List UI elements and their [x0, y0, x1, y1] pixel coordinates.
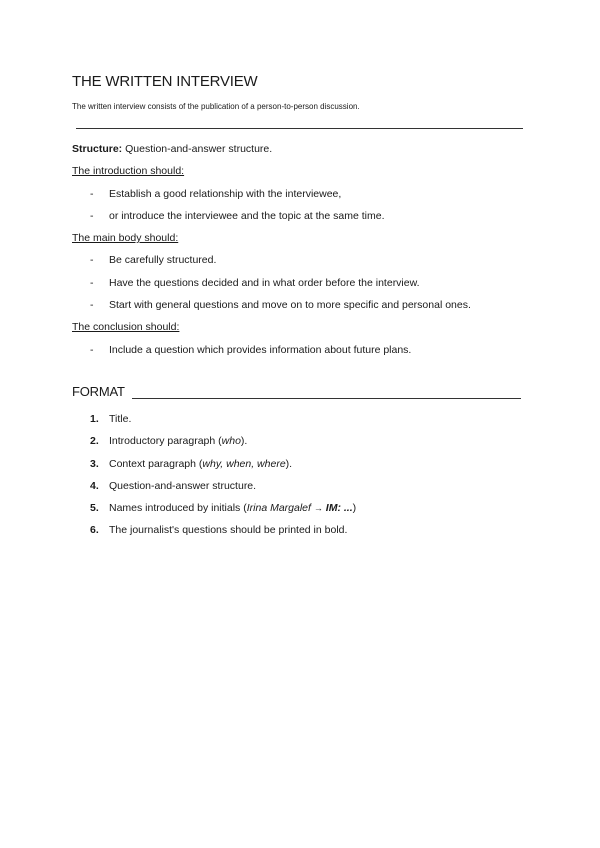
bullet-text: Have the questions decided and in what order before the interview. — [109, 276, 420, 289]
bullet-item — [72, 276, 542, 298]
bullet-text: Establish a good relationship with the interviewee, — [109, 187, 342, 200]
bullet-text: Include a question which provides information about future plans. — [109, 343, 412, 356]
arrow-icon: → — [313, 503, 323, 514]
bullet-item — [72, 253, 542, 275]
format-divider-line — [132, 398, 521, 399]
format-item-italic: who — [221, 435, 241, 448]
page-title: THE WRITTEN INTERVIEW — [72, 73, 258, 90]
format-item-text-after: ). — [285, 457, 293, 470]
format-item-text-after: ) — [352, 502, 357, 515]
format-item-text: Title. — [109, 413, 132, 425]
bullet-dash: - — [90, 343, 94, 356]
format-item-number: 5. — [90, 502, 99, 515]
bullet-dash: - — [90, 299, 94, 312]
format-item-text: Introductory paragraph ( — [109, 435, 222, 448]
format-item-italic: why, when, where — [202, 457, 286, 470]
bullet-text: Start with general questions and move on to more specific and personal ones. — [109, 299, 471, 312]
bullet-item — [72, 209, 542, 231]
bullet-item — [72, 343, 542, 365]
format-item-number: 2. — [90, 435, 99, 448]
format-item — [72, 501, 542, 523]
format-item-text: Names introduced by initials ( — [109, 502, 247, 515]
format-list — [72, 412, 542, 546]
bullet-dash: - — [90, 209, 94, 222]
format-item-number: 3. — [90, 457, 99, 470]
format-item-number: 1. — [90, 413, 99, 425]
divider-line — [76, 128, 523, 129]
format-item-text: Question-and-answer structure. — [109, 479, 257, 492]
format-item — [72, 479, 542, 501]
section-heading-introduction: The introduction should: — [72, 165, 185, 178]
format-item-text: The journalist's questions should be printed in bold. — [109, 524, 348, 537]
format-item-bold-italic: IM: ... — [325, 502, 353, 515]
format-item-italic: Irina Margalef — [246, 502, 311, 515]
format-item — [72, 412, 542, 434]
section-heading-conclusion: The conclusion should: — [72, 321, 180, 334]
format-item — [72, 523, 542, 545]
bullet-dash: - — [90, 187, 94, 200]
page-subtitle: The written interview consists of the publication of a person-to-person discussion. — [72, 102, 360, 111]
section-heading-main-body: The main body should: — [72, 232, 179, 245]
structure-label: Structure: — [72, 143, 123, 155]
bullet-item — [72, 298, 542, 320]
structure-line — [72, 142, 542, 164]
format-heading: FORMAT — [72, 384, 125, 399]
format-item-number: 4. — [90, 479, 99, 492]
format-item-text: Context paragraph ( — [109, 457, 203, 470]
bullet-text: Be carefully structured. — [109, 254, 217, 267]
bullet-text: or introduce the interviewee and the topic at the same time. — [109, 209, 385, 222]
format-item — [72, 434, 542, 456]
structure-text: Question-and-answer structure. — [125, 143, 273, 155]
structure-content — [72, 142, 542, 365]
bullet-dash: - — [90, 254, 94, 267]
bullet-dash: - — [90, 276, 94, 289]
format-item-number: 6. — [90, 524, 99, 537]
format-item — [72, 457, 542, 479]
format-item-text-after: ). — [240, 435, 248, 448]
bullet-item — [72, 187, 542, 209]
